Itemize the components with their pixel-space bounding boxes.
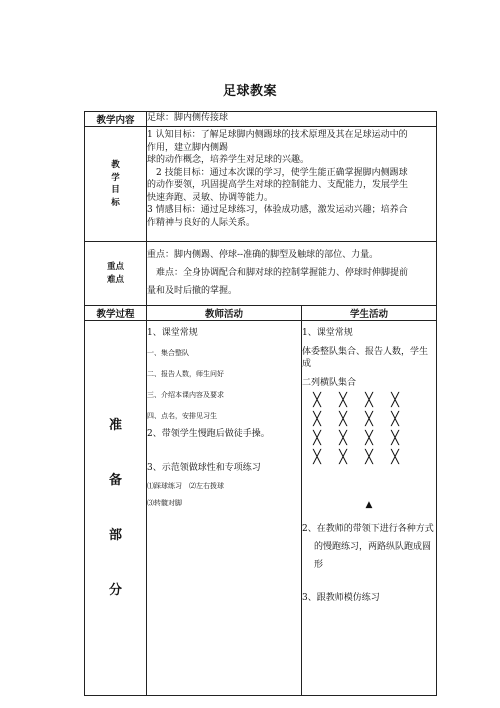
student-position-mark: ╳ (313, 412, 321, 427)
student-item: 1、课堂常规 (302, 328, 353, 338)
student-position-mark: ╳ (391, 450, 399, 465)
section-char: 部 (108, 527, 122, 543)
teacher-subitem: 二、报告人数，师生问好 (147, 369, 224, 378)
section-char: 分 (108, 582, 122, 598)
goals-label-char: 标 (111, 197, 120, 208)
student-position-mark: ╳ (339, 393, 347, 408)
teacher-item: 3、示范领做球性和专项练习 (147, 463, 261, 473)
student-position-mark: ╳ (313, 431, 321, 446)
student-position-mark: ╳ (313, 393, 321, 408)
goals-line: 1 认知目标：了解足球脚内侧踢球的技术原理及其在足球运动中的 (147, 130, 408, 140)
keypoints-label (85, 242, 147, 306)
goals-line: 作用，建立脚内侧踢 (147, 142, 229, 153)
goals-line: 快速奔跑、灵敏、协调等能力。 (147, 192, 274, 203)
student-position-mark: ╳ (313, 450, 321, 465)
student-position-mark: ╳ (339, 431, 347, 446)
teacher-subitem: 一、集合整队 (147, 348, 189, 357)
teacher-drill: ⑴踩球练习 ⑵左右拨球 (147, 481, 224, 490)
student-line: 二列横队集合 (302, 377, 357, 388)
keypoints-line: 重点：脚内侧踢、停球--准确的脚型及触球的部位、力量。 (147, 250, 379, 260)
section-char: 备 (108, 472, 122, 488)
student-position-mark: ╳ (365, 450, 373, 465)
preparation-row (85, 321, 437, 696)
goals-label (85, 127, 147, 242)
content-value: 足球：脚内侧传接球 (147, 112, 437, 127)
student-line: 体委整队集合、报告人数，学生成 (302, 346, 429, 369)
goals-row (85, 127, 437, 242)
goals-label-char: 学 (111, 172, 120, 183)
keypoints-label-line: 难点 (106, 274, 124, 285)
student-position-mark: ╳ (391, 412, 399, 427)
student-position-mark: ╳ (339, 412, 347, 427)
keypoints-text (147, 242, 437, 306)
section-label (85, 321, 147, 696)
goals-line: 作精神与良好的人际关系。 (147, 217, 256, 228)
teacher-col-header: 教师活动 (147, 306, 302, 321)
student-position-mark: ╳ (339, 450, 347, 465)
section-char: 准 (108, 417, 122, 433)
keypoints-line: 量和及时后撤的掌握。 (147, 286, 238, 296)
teacher-drill: ⑶转髋对脚 (147, 498, 182, 507)
student-activity-cell (302, 321, 437, 696)
goals-text (147, 127, 437, 242)
goals-line: 3 情感目标：通过足球练习，体验成功感，激发运动兴趣；培养合 (147, 205, 408, 215)
content-label: 教学内容 (85, 112, 147, 127)
student-item-line: 的慢跑练习，两路纵队跑成圆 (314, 541, 432, 552)
teacher-subitem: 三、介绍本课内容及要求 (147, 390, 224, 399)
student-position-mark: ╳ (365, 393, 373, 408)
student-position-mark: ╳ (365, 431, 373, 446)
keypoints-label-line: 重点 (106, 262, 124, 272)
student-item: 3、跟教师模仿练习 (302, 592, 380, 603)
teacher-activity-cell (147, 321, 302, 696)
student-item (302, 520, 436, 574)
process-header-row (85, 306, 437, 321)
goals-label-char: 目 (111, 185, 120, 195)
teacher-item: 2、带领学生慢跑后做徒手操。 (147, 428, 270, 439)
lesson-plan-table (84, 111, 437, 696)
teacher-subitem: 四、点名，安排见习生 (147, 411, 217, 420)
formation-grid (306, 393, 436, 465)
student-position-mark: ╳ (365, 412, 373, 427)
student-item-line: 形 (314, 559, 324, 570)
student-item-line: 2、在教师的带领下进行各种方式 (302, 523, 434, 534)
keypoints-row (85, 242, 437, 306)
goals-line: 的动作要领，巩固提高学生对球的控制能力、支配能力，发展学生 (147, 180, 409, 190)
document-title: 足球教案 (222, 84, 277, 99)
student-position-mark: ╳ (391, 393, 399, 408)
content-row (85, 112, 437, 127)
goals-line: 2 技能目标：通过本次课的学习，使学生能正确掌握脚内侧踢球 (147, 167, 408, 178)
student-position-mark: ╳ (391, 431, 399, 446)
process-col-header: 教学过程 (85, 306, 147, 321)
goals-label-char: 教 (111, 160, 120, 170)
goals-line: 球的动作概念，培养学生对足球的兴趣。 (147, 155, 310, 165)
teacher-position-triangle: ▲ (365, 500, 373, 510)
teacher-item: 1、课堂常规 (147, 328, 198, 338)
student-col-header: 学生活动 (302, 306, 437, 321)
keypoints-line: 难点：全身协调配合和脚对球的控制掌握能力、停球时伸脚提前 (147, 268, 409, 278)
